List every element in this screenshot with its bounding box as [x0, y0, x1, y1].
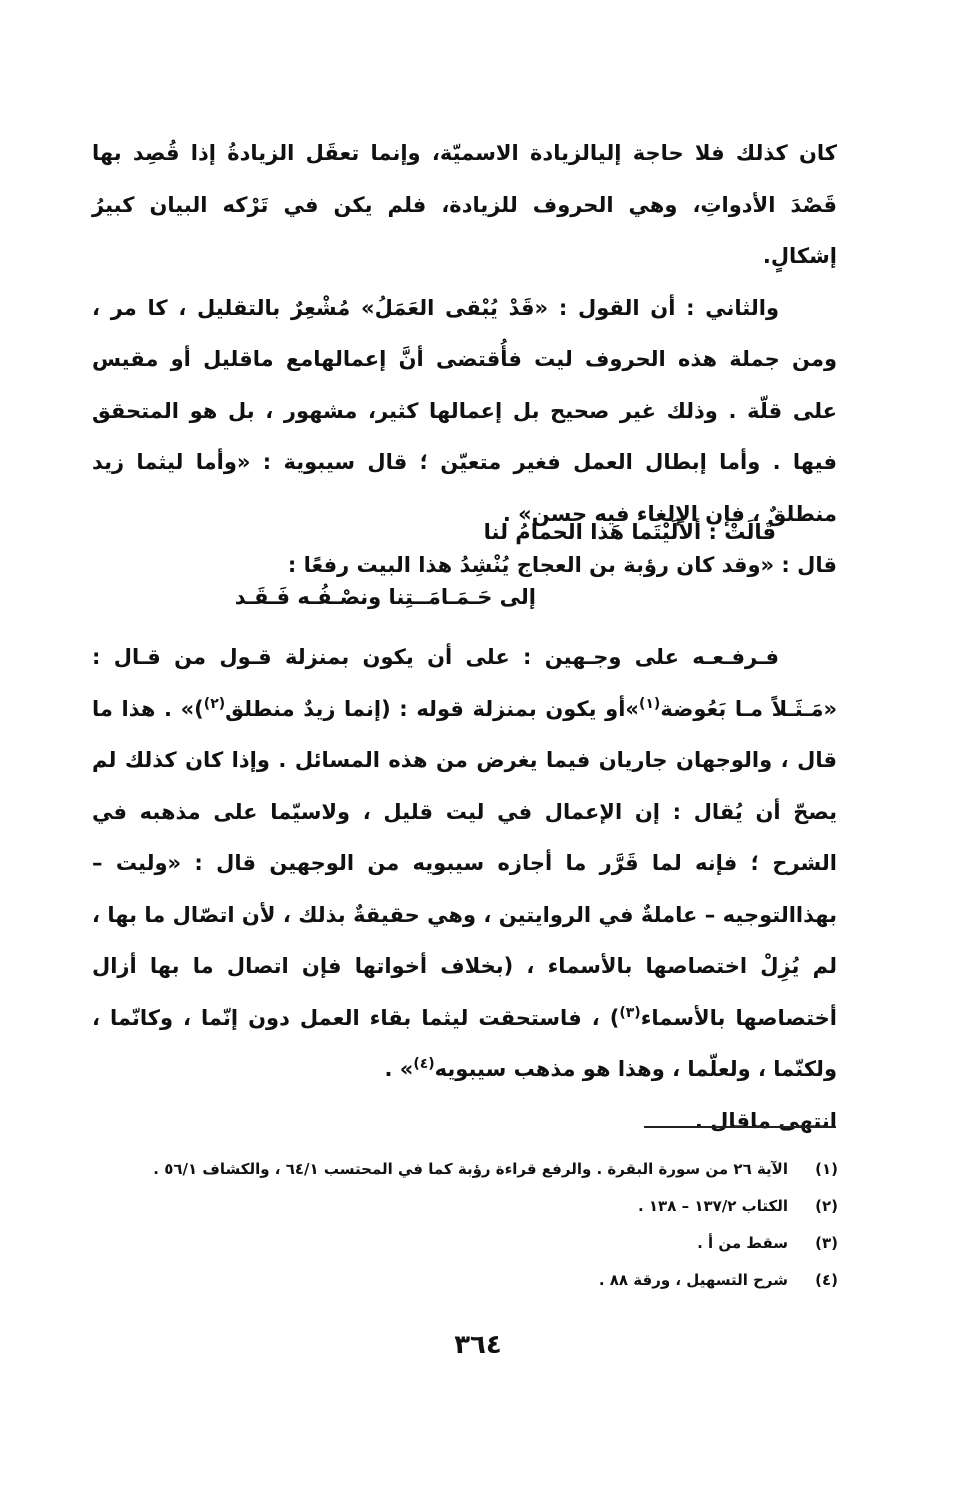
page-number: ٣٦٤ — [454, 1330, 502, 1360]
footnote-item — [118, 1187, 838, 1224]
footnote-ref-2: (٢) — [203, 695, 226, 712]
paragraph-3: قال : «وقد كان رؤبة بن العجاج يُنْشِدُ هذا البيت رفعًا : — [287, 553, 837, 577]
body-text-lower — [92, 632, 837, 1147]
footnote-ref-1: (١) — [638, 695, 661, 712]
paragraph-4 — [92, 632, 837, 1096]
footnote-item — [118, 1261, 838, 1298]
paragraph-5: انتهى ماقال . — [694, 1108, 837, 1133]
footnote-separator — [644, 1126, 836, 1128]
paragraph-4-part-4: ) ، فاستحقت ليثما بقاء العمل دون إنّما ، وكانّما ، ولكنّما ، ولعلّما ، وهذا هو مذهب سيبويه — [92, 1005, 837, 1081]
paragraph-4-part-2: »أو يكون بمنزلة قوله : (إنما زيدٌ منطلق — [225, 696, 639, 721]
footnote-ref-4: (٤) — [413, 1056, 435, 1072]
footnote-text: الآية ٢٦ من سورة البقرة . والرفع قراءة رؤبة كما في المحتسب ٦٤/١ ، والكشاف ٥٦/١ . — [153, 1159, 788, 1178]
paragraph-4-part-3: )» . هذا ما قال ، والوجهان جاريان فيما يغرض من هذه المسائل . وإذا كان كذلك لم يصحّ أن يُقال : إن الإعمال في ليت قليل ، ولاسيّما على مذهبه في الشرح ؛ فإنه لما قَرَّر ما أجازه سيبويه من الوجهين قال : «وليت – بهذاالتوجيه – عاملةٌ في الروايتين ، وهي حقيقةٌ بذلك ، لأن اتصّال ما بها ، لم يُزِلْ اختصاصها بالأسماء ، (بخلاف أخواتها فإن اتصال ما بها أزال أختصاصها بالأسماء — [92, 696, 837, 1030]
footnote-text: شرح التسهيل ، ورقة ٨٨ . — [598, 1270, 788, 1289]
verse-line-2 — [235, 585, 536, 609]
verse-line-2-end: فَـقَـد — [234, 585, 291, 609]
verse-line-1: قَالَتْ : ألاَلَيْتَما هَذا الحمامُ لنا — [483, 520, 776, 544]
paragraph-4-part-5: » . — [384, 1057, 414, 1081]
paragraph-1: كان كذلك فلا حاجة إليالزيادة الاسميّة، وإنما تعقَل الزيادةُ إذا قُصِد بها قَصْدَ الأدواتِ، وهي الحروف للزيادة، فلم يكن في تَرْكه البيان كبيرُ إشكالٍ. — [92, 141, 837, 268]
footnote-text: سقط من أ . — [697, 1233, 788, 1252]
verse-line-2-start: إلى حَـمَـامَــتِنا ونصْـفُـه — [290, 585, 536, 609]
footnote-number: (٢) — [815, 1196, 838, 1215]
footnote-number: (٣) — [815, 1233, 838, 1252]
paragraph-2: والثاني : أن القول : «قَدْ يُبْقى العَمَلُ» مُشْعِرٌ بالتقليل ، كا مر ، ومن جملة هذه الحروف ليت فأُقتضى أنَّ إعمالهامع ماقليل أو مقيس على قلّة . وذلك غير صحيح بل إعمالها كثير، مشهور ، بل هو المتحقق فيها . وأما إبطال العمل فغير متعيّن ؛ قال سيبوية : «وأما ليثما زيد منطلقٌ ، فإن الإلغاء فيه حسن» . — [92, 295, 837, 526]
footnote-number: (٤) — [815, 1270, 838, 1289]
footnote-number: (١) — [815, 1159, 838, 1178]
footnote-ref-3: (٣) — [619, 1004, 641, 1021]
paragraph-4-part-1: فـرفـعـه على وجـهين : على أن يكون بمنزلة قـول من قـال : «مَـثَـلاً مـا بَعُوضة — [92, 645, 838, 721]
footnotes — [118, 1150, 838, 1298]
footnote-item — [118, 1150, 838, 1187]
footnote-item — [118, 1224, 838, 1261]
footnote-text: الكتاب ١٣٧/٢ – ١٣٨ . — [637, 1196, 788, 1215]
